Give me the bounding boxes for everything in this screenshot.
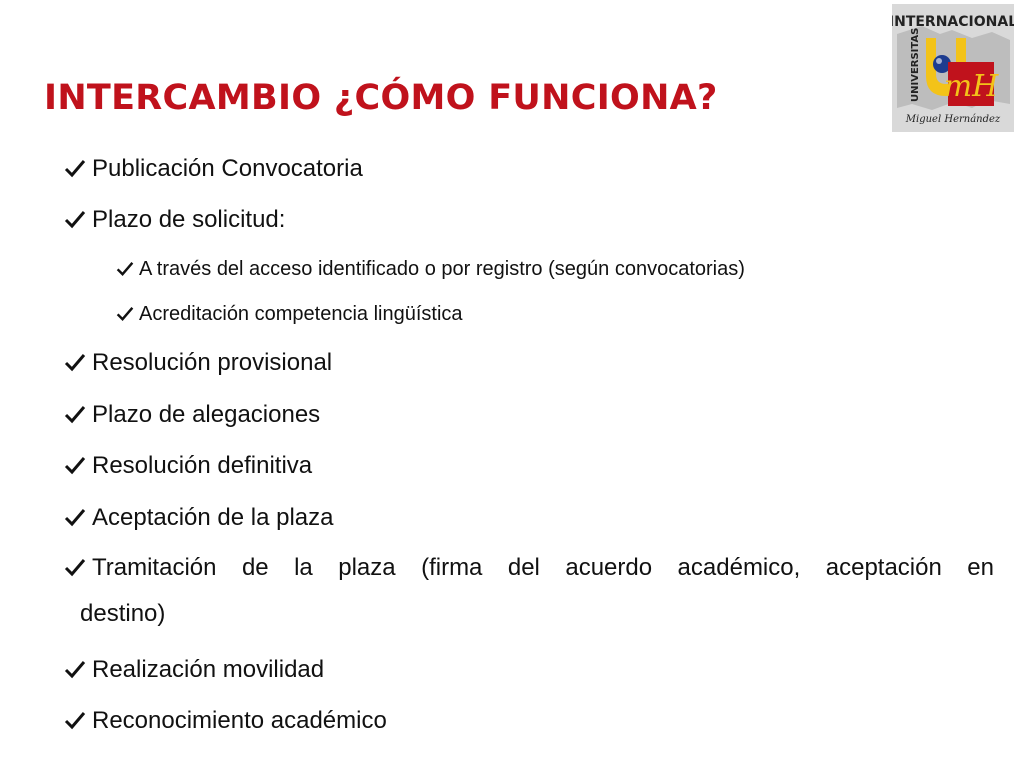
- checkmark-icon: [64, 455, 86, 475]
- checkmark-icon: [116, 260, 134, 277]
- list-subitem: [116, 254, 745, 284]
- list-item: [64, 400, 320, 430]
- list-subitem: [116, 299, 463, 329]
- slide-title: INTERCAMBIO ¿CÓMO FUNCIONA?: [44, 78, 718, 118]
- logo-text-bottom: Miguel Hernández: [905, 114, 1001, 125]
- list-item-label: Realización movilidad: [92, 656, 325, 683]
- list-item: [64, 205, 285, 235]
- checkmark-icon: [64, 404, 86, 424]
- list-item: [64, 348, 332, 378]
- logo-graphic: [892, 4, 1014, 132]
- checkmark-icon: [64, 507, 86, 527]
- logo-text-top: INTERNACIONAL: [892, 14, 1014, 30]
- logo-text-side: UNIVERSITAS: [910, 27, 921, 102]
- checkmark-icon: [64, 209, 86, 229]
- list-item-label: Publicación Convocatoria: [92, 155, 363, 182]
- list-item-label: Tramitación de la plaza (firma del acuerdo académico, aceptación en: [92, 554, 994, 581]
- list-item: [64, 706, 387, 736]
- list-item-label: Reconocimiento académico: [92, 707, 387, 734]
- list-item: [64, 542, 994, 640]
- list-item-line1: [64, 542, 994, 594]
- list-item: [64, 655, 324, 685]
- checkmark-icon: [64, 557, 86, 577]
- list-item: [64, 154, 363, 184]
- list-item-line2: destino): [80, 600, 166, 627]
- list-item-label: Plazo de alegaciones: [92, 401, 321, 428]
- checkmark-icon: [64, 352, 86, 372]
- checkmark-icon: [64, 158, 86, 178]
- university-logo: [892, 4, 1014, 132]
- list-item: [64, 451, 312, 481]
- list-item-label: Resolución provisional: [92, 349, 333, 376]
- checkmark-icon: [116, 305, 134, 322]
- logo-monogram: mH: [943, 69, 999, 104]
- list-item-label: Aceptación de la plaza: [92, 504, 334, 531]
- list-item-label: Resolución definitiva: [92, 452, 313, 479]
- list-item: [64, 503, 334, 533]
- list-item-label: Plazo de solicitud:: [92, 206, 286, 233]
- checkmark-icon: [64, 710, 86, 730]
- list-subitem-label: Acreditación competencia lingüística: [139, 303, 463, 325]
- list-subitem-label: A través del acceso identificado o por registro (según convocatorias): [139, 258, 745, 280]
- checkmark-icon: [64, 659, 86, 679]
